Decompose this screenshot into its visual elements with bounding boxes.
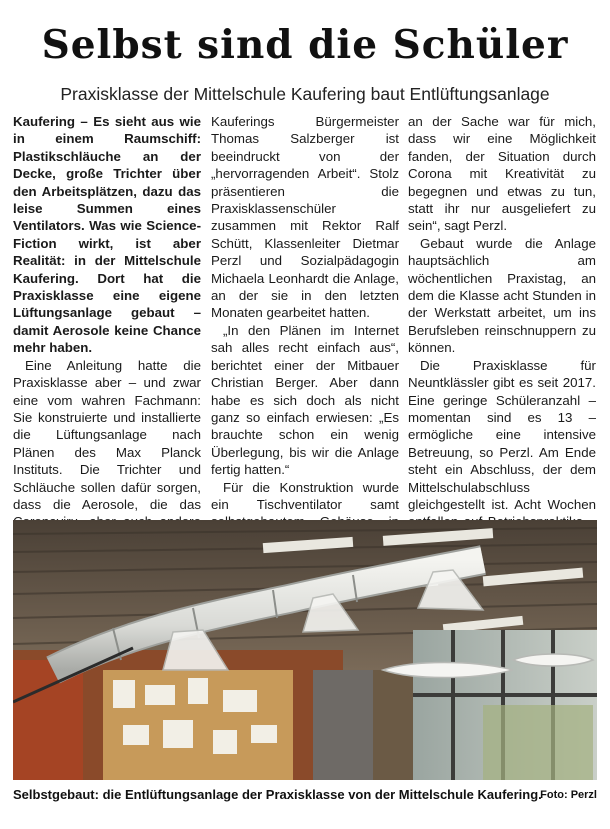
photo-credit: Foto: Perzl — [540, 789, 597, 801]
lead-paragraph: Kaufering – Es sieht aus wie in einem Raumschiff: Plastikschläuche an der Decke, große Trichter über den Arbeitsplätzen, dazu das leise Summen eines Ventilators. Was wie Science-Fiction wirkt, ist aber Realität: in der Mittelschule Kaufering. Dort hat die Praxisklasse eine eigene Lüftungsanlage gebaut – damit Aerosole keine Chance mehr haben. — [13, 114, 201, 356]
body-paragraph: „In den Plänen im Internet sah alles recht einfach aus“, berichtet einer der Mitbauer Christian Berger. Aber dann habe es sich doch als nicht ganz so einfach erwiesen: „Es brauchte schon ein wenig Überlegung, bis wir die Anlage fertig hatten.“ — [211, 322, 399, 478]
body-paragraph: Gebaut wurde die Anlage hauptsächlich am wöchentlichen Praxistag, an dem die Klasse acht Stunden in der Werkstatt arbeitet, um ins Berufsleben reinschnuppern zu können. — [408, 235, 596, 356]
body-paragraph: Die Praxisklasse für Neuntklässler gibt es seit 2017. Eine geringe Schüleranzahl – momentan sind es 13 – ermögliche eine intensive Betreuung, so Perzl. Am Ende steht ein Abschluss, der dem Mittelschulabschluss gleichgestellt ist. Acht Wochen — [408, 357, 596, 512]
article-photo — [13, 520, 597, 780]
article-column-1 — [13, 113, 201, 583]
body-paragraph: an der Sache war für mich, dass wir eine Möglichkeit fanden, der Situation durch Corona mit Kreativität zu begegnen und etwas zu tun, statt ihr nur ausgeliefert zu sein“, sagt Perzl. — [408, 114, 596, 234]
body-paragraph: Kauferings Bürgermeister Thomas Salzberger ist beeindruckt von der „hervorragenden Arbeit“. Stolz präsentieren die Praxisklassenschüler zusammen mit Rektor Ralf Schütt, Klassenleiter Dietmar Perzl und Sozialpädagogin Michaela Leonhardt die Anlage, an der sie in den letzten Monaten gearbeitet hatten. — [211, 114, 399, 321]
body-paragraph: Eine Anleitung hatte die Praxisklasse aber – und zwar eine vom wahren Fachmann: Sie konstruierte und installierte die Lüftungsanlage nach Plänen des Max Planck Instituts. Die Trichter und Schläuche sollen dafür sorgen, dass die Aerosole, die das — [13, 357, 201, 512]
subheadline: Praxisklasse der Mittelschule Kaufering baut Entlüftungsanlage — [60, 84, 550, 104]
ventilation-photo-illustration — [13, 520, 597, 780]
photo-caption: Selbstgebaut: die Entlüftungsanlage der Praxisklasse von der Mittelschule Kaufering. — [13, 787, 542, 802]
headline: Selbst sind die Schüler — [41, 22, 569, 68]
body-paragraph: Für die Konstruktion wurde ein Tischventilator samt — [211, 479, 399, 512]
